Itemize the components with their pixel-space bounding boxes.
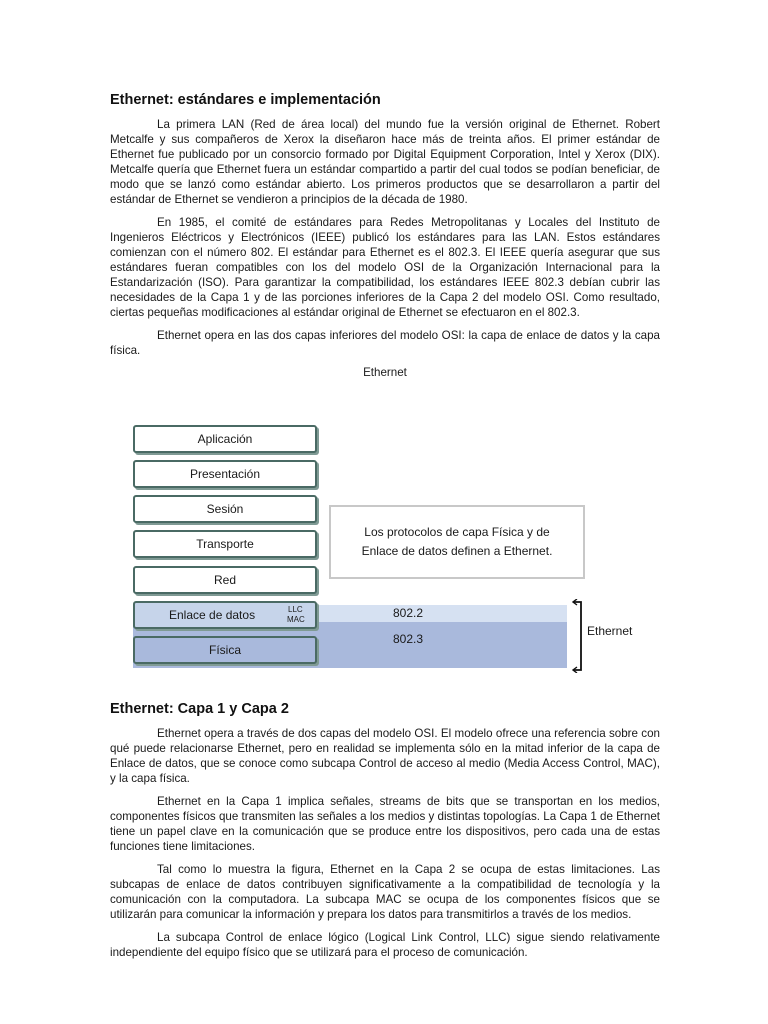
- section-heading-layers: Ethernet: Capa 1 y Capa 2: [110, 701, 289, 717]
- paragraph: Ethernet opera en las dos capas inferiores del modelo OSI: la capa de enlace de datos y la capa física.: [110, 329, 660, 357]
- osi-ethernet-diagram: [110, 379, 660, 679]
- sublayer-llc-label: LLC: [288, 605, 303, 614]
- section-heading-standards: Ethernet: estándares e implementación: [110, 92, 381, 108]
- standard-802-2: 802.2: [393, 606, 424, 620]
- bracket-label: Ethernet: [587, 624, 633, 638]
- layer-network: Red: [133, 566, 317, 594]
- layer-transport: Transporte: [133, 530, 317, 558]
- paragraph: La subcapa Control de enlace lógico (Logical Link Control, LLC) sigue siendo relativamente independiente del equipo físico que se utilizará para el proceso de comunicación.: [110, 931, 660, 959]
- paragraph: Ethernet opera a través de dos capas del modelo OSI. El modelo ofrece una referencia sobre con qué puede relacionarse Ethernet, pero en realidad se implementa sólo en la mitad inferior de la capa de Enlace de datos, que se conoce como subcapa Control de acceso al medio (Media Access Control, MAC), y la capa física.: [110, 727, 660, 785]
- layer-data-link-label: Enlace de datos: [169, 608, 256, 622]
- layer-application: Aplicación: [133, 425, 317, 453]
- figure-caption: Ethernet: [363, 366, 407, 379]
- paragraph: Ethernet en la Capa 1 implica señales, streams de bits que se transportan en los medios, componentes físicos que transmiten las señales a los medios y distintas topologías. La Capa 1 de Ethernet tiene un papel clave en la comunicación que se produce entre los dispositivos, pero cada una de estas funciones tiene limitaciones.: [110, 795, 660, 853]
- note-box: [329, 505, 585, 579]
- note-text: Los protocolos de capa Física y de Enlace de datos definen a Ethernet.: [361, 525, 553, 558]
- layer-presentation: Presentación: [133, 460, 317, 488]
- layer-session: Sesión: [133, 495, 317, 523]
- paragraph: La primera LAN (Red de área local) del mundo fue la versión original de Ethernet. Robert Metcalfe y sus compañeros de Xerox la diseñaron hace más de treinta años. El primer estándar de Ethernet fue publicado por un consorcio formado por Digital Equipment Corporation, Intel y Xerox (DIX). Metcalfe quería que Ethernet fuera un estándar compartido a partir del cual todos se podían beneficiar, de modo que se lanzó como estándar abierto. Los primeros productos que se desarrollaron a partir del estándar de Ethernet se vendieron a principios de la década de 1980.: [110, 118, 660, 206]
- paragraph: Tal como lo muestra la figura, Ethernet en la Capa 2 se ocupa de estas limitaciones. Las subcapas de enlace de datos contribuyen significativamente a la compatibilidad de tecnología y la comunicación con la computadora. La subcapa MAC se ocupa de los componentes físicos que se utilizarán para comunicar la información y prepara los datos para transmitirlos a través de los medios.: [110, 863, 660, 921]
- sublayer-mac-label: MAC: [287, 615, 305, 624]
- document-page: [110, 90, 660, 968]
- layer-physical: Física: [133, 636, 317, 664]
- standard-802-3: 802.3: [393, 632, 424, 646]
- paragraph: En 1985, el comité de estándares para Redes Metropolitanas y Locales del Instituto de Ingenieros Eléctricos y Electrónicos (IEEE) publicó los estándares para las LAN. Estos estándares comienzan con el número 802. El estándar para Ethernet es el 802.3. El IEEE quería asegurar que sus estándares fueran compatibles con los del modelo OSI de la Organización Internacional para la Estandarización (ISO). Para garantizar la compatibilidad, los estándares IEEE 802.3 debían cubrir las necesidades de la Capa 1 y de las porciones inferiores de la Capa 2 del modelo OSI. Como resultado, ciertas pequeñas modificaciones al estándar original de Ethernet se efectuaron en el 802.3.: [110, 216, 660, 319]
